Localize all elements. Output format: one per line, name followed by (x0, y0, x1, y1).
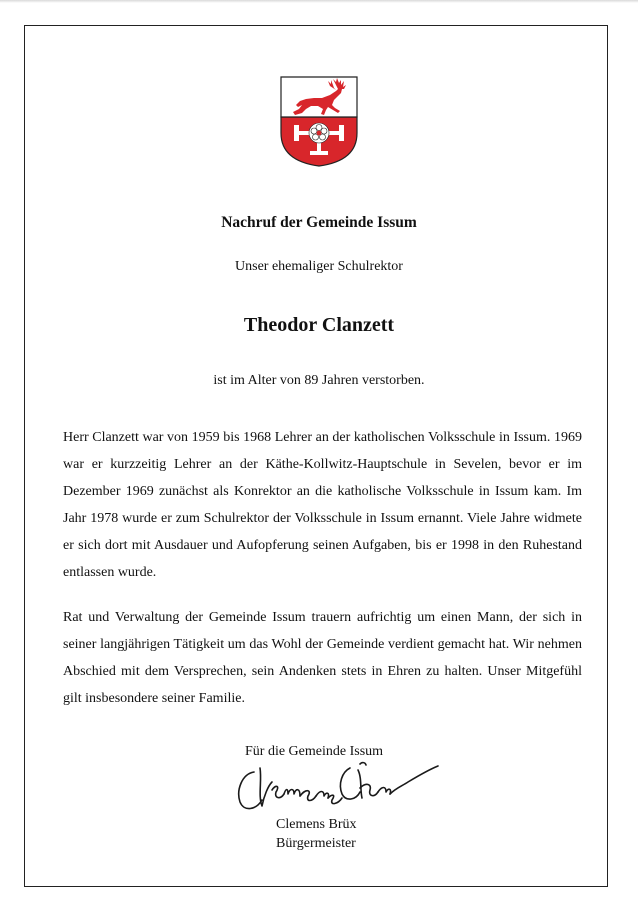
page-top-edge (0, 0, 638, 3)
coat-of-arms-icon (278, 75, 360, 167)
age-line: ist im Alter von 89 Jahren verstorben. (213, 373, 425, 388)
rose-icon (309, 123, 329, 143)
closing-line: Für die Gemeinde Issum (245, 744, 384, 759)
paragraph-biography: Herr Clanzett war von 1959 bis 1968 Lehrer an der katholischen Volksschule in Issum. 1969 war er kurzzeitig Lehrer an der Käthe-Kollwitz-Hauptschule in Sevelen, bevor er im Dezember 1969 zunächst als Konrektor an die katholische Volksschule in Issum kam. Im Jahr 1978 wurde er zum Schulrektor der Volksschule in Issum ernannt. Viele Jahre widmete er sich dort mit Ausdauer und Aufopferung seinen Aufgaben, bis er 1998 in den Ruhestand entlassen wurde. (63, 430, 582, 580)
deceased-name: Theodor Clanzett (243, 314, 395, 336)
signatory-name: Clemens Brüx (276, 817, 357, 832)
obituary-heading: Nachruf der Gemeinde Issum (221, 214, 417, 231)
signatory-title: Bürgermeister (276, 836, 356, 851)
signature-icon (232, 756, 444, 820)
signatory (276, 815, 357, 853)
subheading: Unser ehemaliger Schulrektor (235, 259, 403, 274)
paragraph-condolence: Rat und Verwaltung der Gemeinde Issum trauern aufrichtig um einen Mann, der sich in seiner langjährigen Tätigkeit um das Wohl der Gemeinde verdient gemacht hat. Wir nehmen Abschied mit dem Versprechen, sein Andenken stets in Ehren zu halten. Unser Mitgefühl gilt insbesondere seiner Familie. (63, 610, 582, 706)
shield-upper-half (281, 77, 357, 117)
